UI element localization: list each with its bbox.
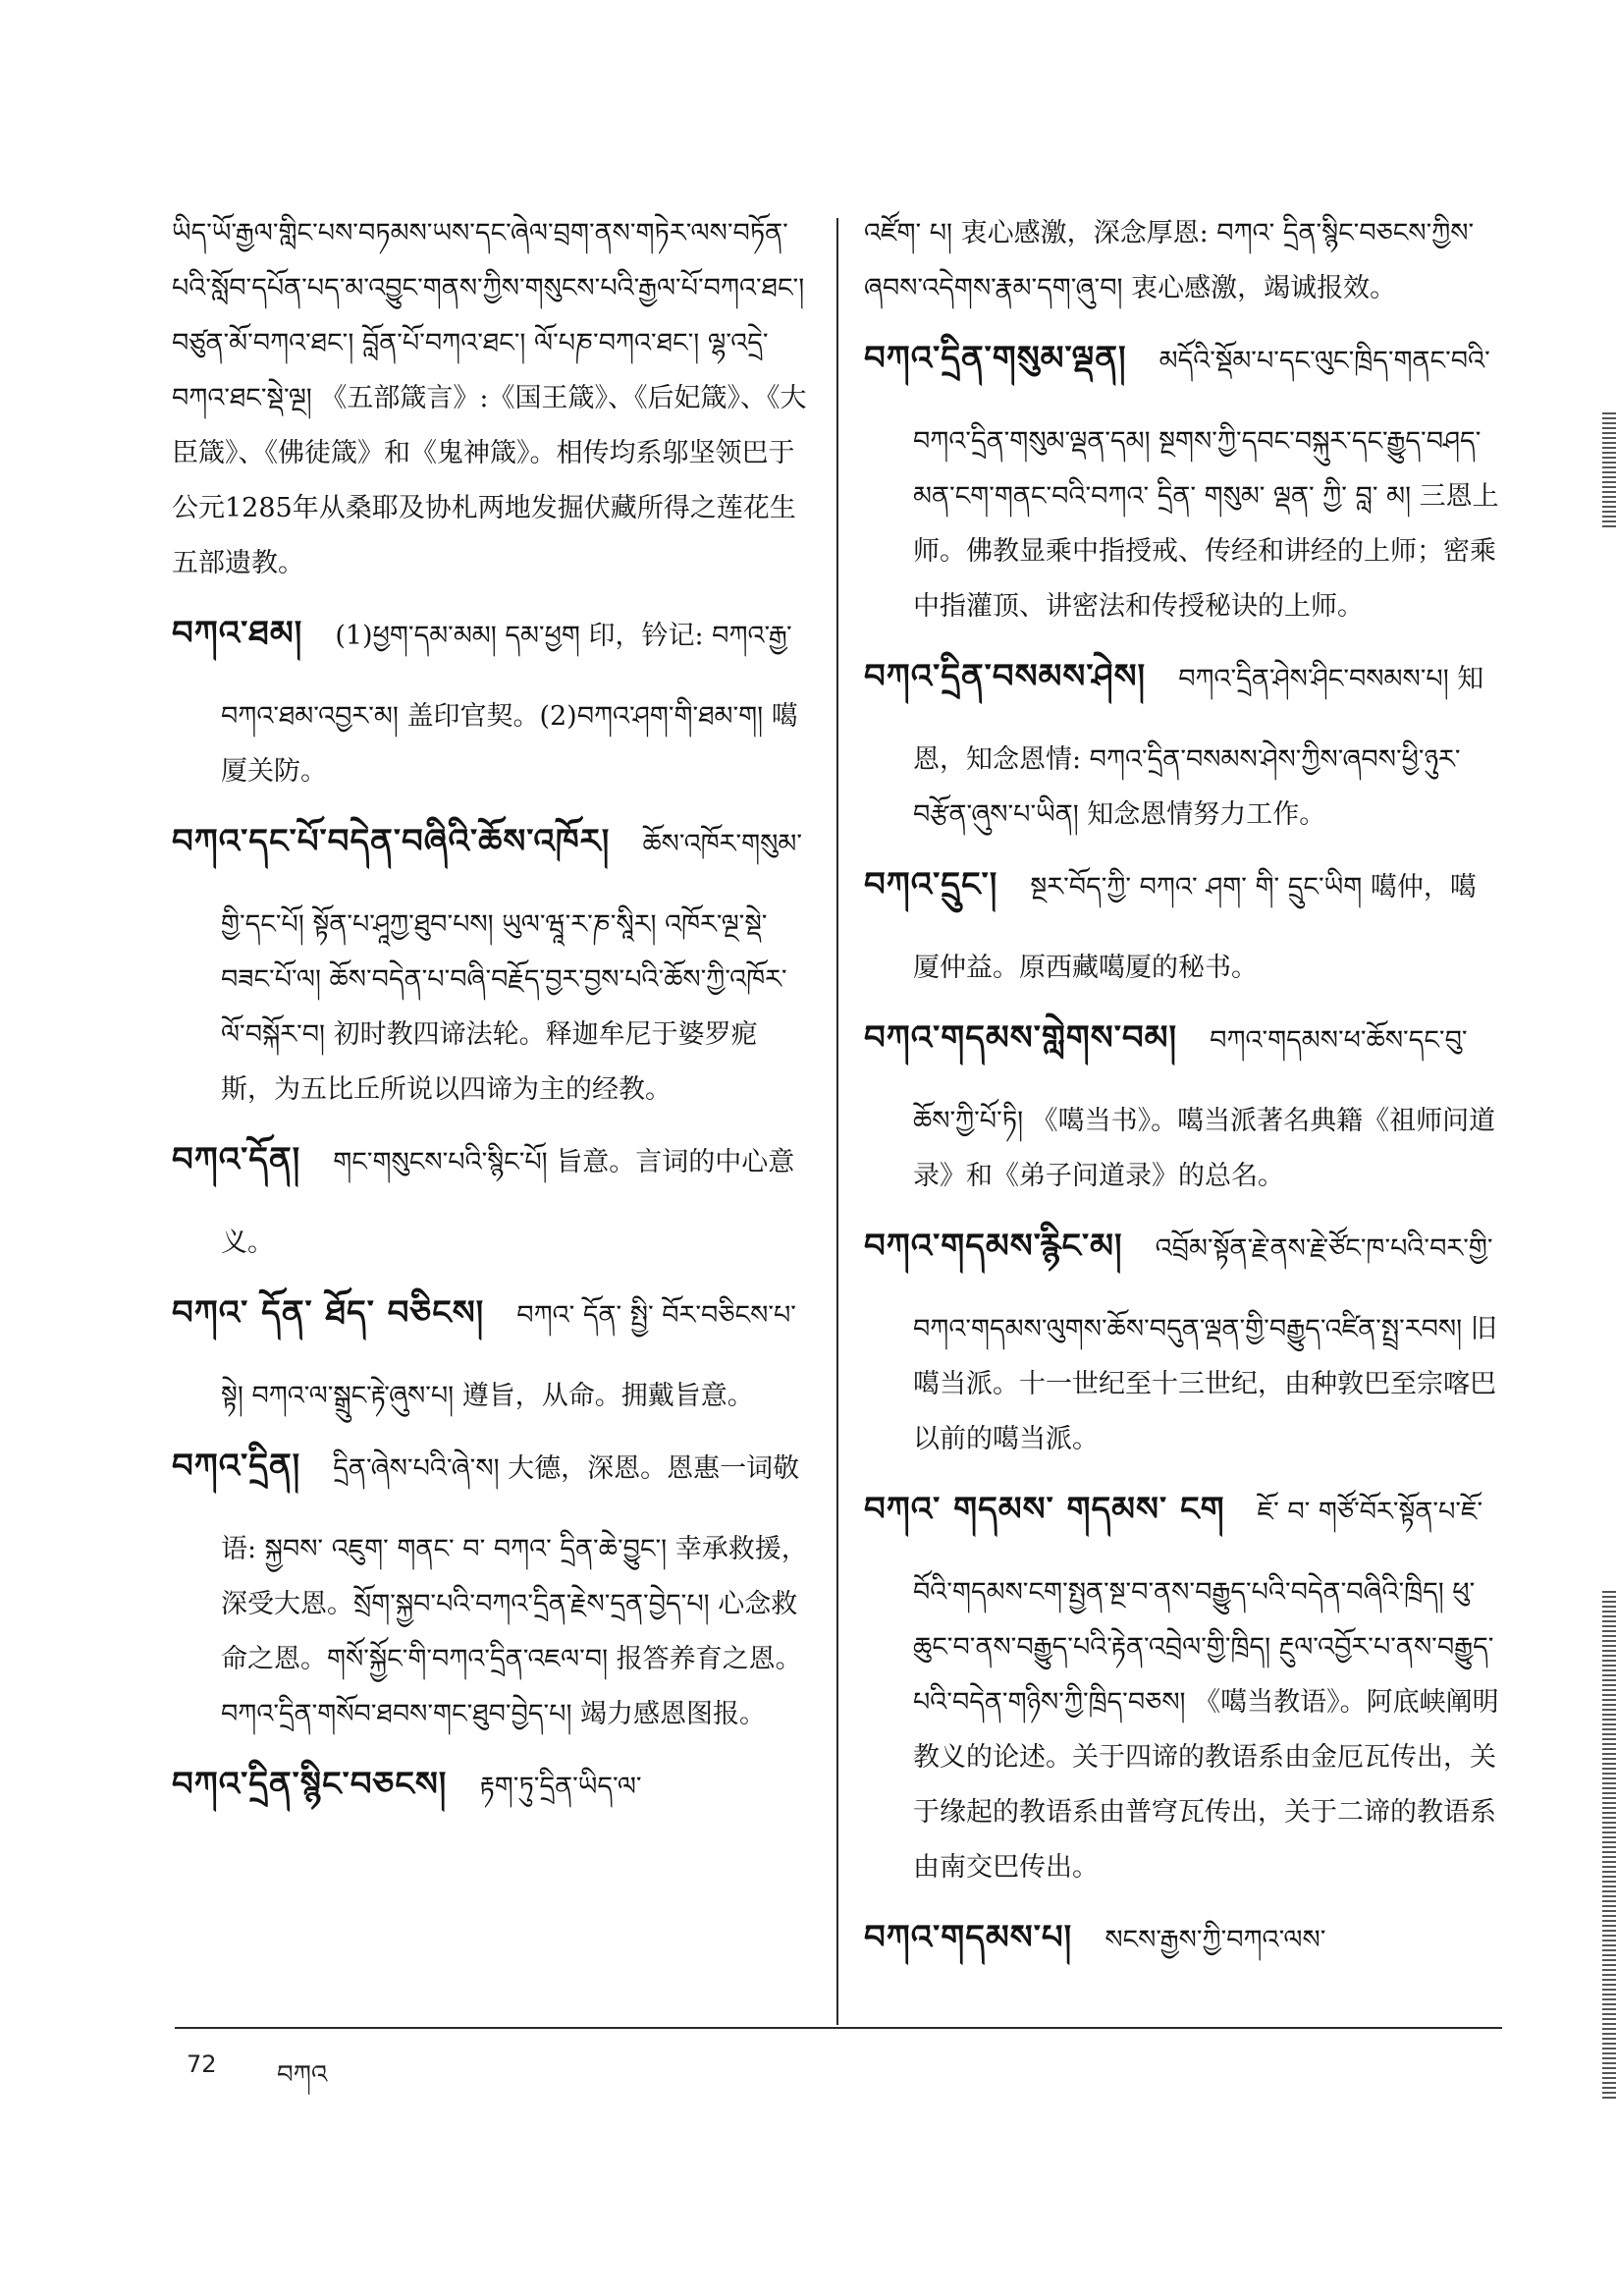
- entry: [864, 1899, 1502, 1994]
- entry: [172, 206, 810, 591]
- left-column: [172, 206, 810, 2003]
- entry-text: མདོའི་སྡོམ་པ་དང་ལུང་ཁྲིད་གནང་བའི་བཀའ་དྲིན་གསུམ་ལྡན་དམ། སྔགས་ཀྱི་དབང་བསྐུར་དང་རྒྱུད་བཤད་མན་ངག་གནང་བའི་བཀའ་ དྲིན་ གསུམ་ ལྡན་ ཀྱི་ བླ་ མ། 三恩上师。佛教显乘中指授戒、传经和讲经的上师；密乘中指灌顶、讲密法和传授秘诀的上师。: [913, 346, 1499, 622]
- entry-headword: བཀའ་ གདམས་ གདམས་ ངག: [864, 1490, 1225, 1529]
- entry-text: བཀའ་ དོན་ སྤྱི་ བོར་བཅིངས་པ་སྟེ། བཀའ་ལ་སྒྲུང་རྟེ་ཞུས་པ། 遵旨，从命。拥戴旨意。: [221, 1300, 796, 1411]
- entry-headword: བཀའ་དྲུང་།: [864, 865, 998, 904]
- column-divider: [836, 218, 838, 2025]
- entry-text: སངས་རྒྱས་ཀྱི་བཀའ་ལས་: [1104, 1925, 1326, 1955]
- right-column: [864, 206, 1502, 2003]
- entry: [864, 1208, 1502, 1467]
- entry: [864, 638, 1502, 843]
- running-head: བཀའ: [277, 2060, 328, 2090]
- entry: [864, 1471, 1502, 1895]
- entry-headword: བཀའ་དང་པོ་བདེན་བཞིའི་ཆོས་འཁོར།: [172, 822, 611, 861]
- entry-headword: བཀའ་གདམས་རྙིང་མ།: [864, 1227, 1123, 1266]
- entry-text: འཛོག་ པ། 衷心感激，深念厚恩: བཀའ་ དྲིན་སྙིང་བཅངས་ཀྱིས་ཞབས་འདེགས་རྣམ་དག་ཞུ་བ། 衷心感激，竭诚报效。: [864, 218, 1475, 303]
- footer-rule: [175, 2027, 1502, 2029]
- entry-headword: བཀའ་དྲིན་བསམས་ཤེས།: [864, 657, 1147, 696]
- entry-headword: བཀའ་ དོན་ ཐོད་ བཅིངས།: [172, 1293, 485, 1333]
- thumb-index-mark: [1602, 1591, 1616, 2102]
- entry-text: བཀའ་གདམས་ཕ་ཆོས་དང་བུ་ཆོས་ཀྱི་པོ་ཏི། 《噶当书》。噶当派著名典籍《祖师问道录》和《弟子问道录》的总名。: [913, 1025, 1496, 1191]
- entry-headword: བཀའ་དོན།: [172, 1140, 301, 1179]
- entry: [172, 595, 810, 799]
- entry: [864, 1000, 1502, 1204]
- entry: [864, 206, 1502, 316]
- entry: [864, 847, 1502, 996]
- entry-headword: བཀའ་དྲིན་གསུམ་ལྡན།: [864, 339, 1127, 378]
- entry-headword: བཀའ་དྲིན་སྙིང་བཅངས།: [172, 1765, 448, 1804]
- entry: [172, 1746, 810, 1840]
- entry-text: (1)ཕྱག་དམ་མམ། དམ་ཕྱག 印，钤记: བཀའ་རྒྱ་བཀའ་ཐམ་འབྱར་མ། 盖印官契。(2)བཀའ་ཤག་གི་ཐམ་ག། 噶厦关防。: [221, 621, 798, 787]
- entry-text: འབྲོམ་སྟོན་རྗེ་ནས་རྗེ་ཙོང་ཁ་པའི་བར་གྱི་བཀའ་གདམས་ལུགས་ཆོས་བདུན་ལྡན་གྱི་བརྒྱུད་འཛིན་སྤྲ་རབས། 旧噶当派。十一世纪至十三世纪，由种敦巴至宗喀巴以前的噶当派。: [913, 1233, 1497, 1454]
- entry-headword: བཀའ་གདམས་པ།: [864, 1918, 1073, 1957]
- entry-text: གང་གསུངས་པའི་སྙིང་པོ། 旨意。言词的中心意义。: [221, 1147, 795, 1258]
- entry-headword: བཀའ་གདམས་གླེགས་བམ།: [864, 1018, 1178, 1058]
- entry-text: རྟག་ཏུ་དྲིན་ཡིད་ལ་: [479, 1772, 642, 1802]
- entry-text: བཀའ་དྲིན་ཤེས་ཤིང་བསམས་པ། 知恩，知念恩情: བཀའ་དྲིན་བསམས་ཤེས་ཀྱིས་ཞབས་ཕྱི་ཉུར་བརྩོན་ཞུས་པ་ཡིན། 知念恩情努力工作。: [913, 664, 1484, 830]
- entry-headword: བཀའ་ཐམ།: [172, 614, 303, 653]
- entry-text: ཇོ་ བ་ གཙོ་བོར་སྟོན་པ་ཇོ་བོའི་གདམས་ངག་སྤྱན་སྔ་བ་ནས་བརྒྱུད་པའི་བདེན་བཞིའི་ཁྲིད། ཕུ་ཆུང་བ་ནས་བརྒྱུད་པའི་རྟེན་འབྲེལ་གྱི་ཁྲིད། རྔུལ་འབྱོར་པ་ནས་བརྒྱུད་པའི་བདེན་གཉིས་ཀྱི་ཁྲིད་བཅས། 《噶当教语》。阿底峡阐明教义的论述。关于四谛的教语系由金厄瓦传出，关于缘起的教语系由普穹瓦传出，关于二谛的教语系由南交巴传出。: [913, 1497, 1499, 1883]
- entry-text: ཆོས་འཁོར་གསུམ་གྱི་དང་པོ། སྟོན་པ་ཤཱཀྱ་ཐུབ་པས། ཡུལ་ཝཱ་ར་ཎ་སཱིར། འཁོར་ལྔ་སྡེ་བཟང་པོ་ལ། ཆོས་བདེན་པ་བཞི་བརྗོད་བྱར་བྱས་པའི་ཆོས་ཀྱི་འཁོར་ལོ་བསྐོར་བ། 初时教四谛法轮。释迦牟尼于婆罗痆斯，为五比丘所说以四谛为主的经教。: [221, 829, 803, 1105]
- entry: [172, 803, 810, 1118]
- entry-text: ཡིད་ཡོ་རྒྱལ་གླིང་པས་བཏམས་ཡས་དང་ཞེལ་བྲག་ནས་གཏེར་ལས་བཏོན་པའི་སློབ་དཔོན་པད་མ་འབྱུང་གནས་ཀྱིས་གསུངས་པའི་རྒྱལ་པོ་བཀའ་ཐང་། བཙུན་མོ་བཀའ་ཐང་། བློན་པོ་བཀའ་ཐང་། ལོ་པཎ་བཀའ་ཐང་། ལྷ་འདྲེ་བཀའ་ཐང་སྡེ་ལྔ། 《五部箴言》:《国王箴》、《后妃箴》、《大臣箴》、《佛徒箴》和《鬼神箴》。相传均系邬坚领巴于公元1285年从桑耶及协札两地发掘伏藏所得之莲花生五部遗教。: [172, 218, 807, 578]
- entry: [864, 320, 1502, 634]
- entry-headword: བཀའ་དྲིན།: [172, 1447, 301, 1486]
- entry: [172, 1121, 810, 1271]
- entry-text: དྲིན་ཞེས་པའི་ཞེ་ས། 大德，深恩。恩惠一词敬语: སྐྱབས་ འཇུག་ གནང་ བ་ བཀའ་ དྲིན་ཆེ་བྱུང་། 幸承救援，深受大恩。སྲོག་སྐྱབ་པའི་བཀའ་དྲིན་རྗེས་དྲན་བྱེད་པ། 心念救命之恩。གསོ་སྐྱོང་གི་བཀའ་དྲིན་འཇལ་བ། 报答养育之恩。བཀའ་དྲིན་གསོབ་ཐབས་གང་ཐུབ་བྱེད་པ། 竭力感恩图报。: [221, 1453, 808, 1729]
- entry: [172, 1275, 810, 1424]
- thumb-index-mark: [1602, 412, 1616, 530]
- page-number: 72: [187, 2050, 217, 2078]
- entry-text: སྔར་བོད་ཀྱི་ བཀའ་ ཤག་ གི་ དྲུང་ཡིག 噶仲，噶厦仲益。原西藏噶厦的秘书。: [913, 872, 1477, 983]
- entry: [172, 1428, 810, 1742]
